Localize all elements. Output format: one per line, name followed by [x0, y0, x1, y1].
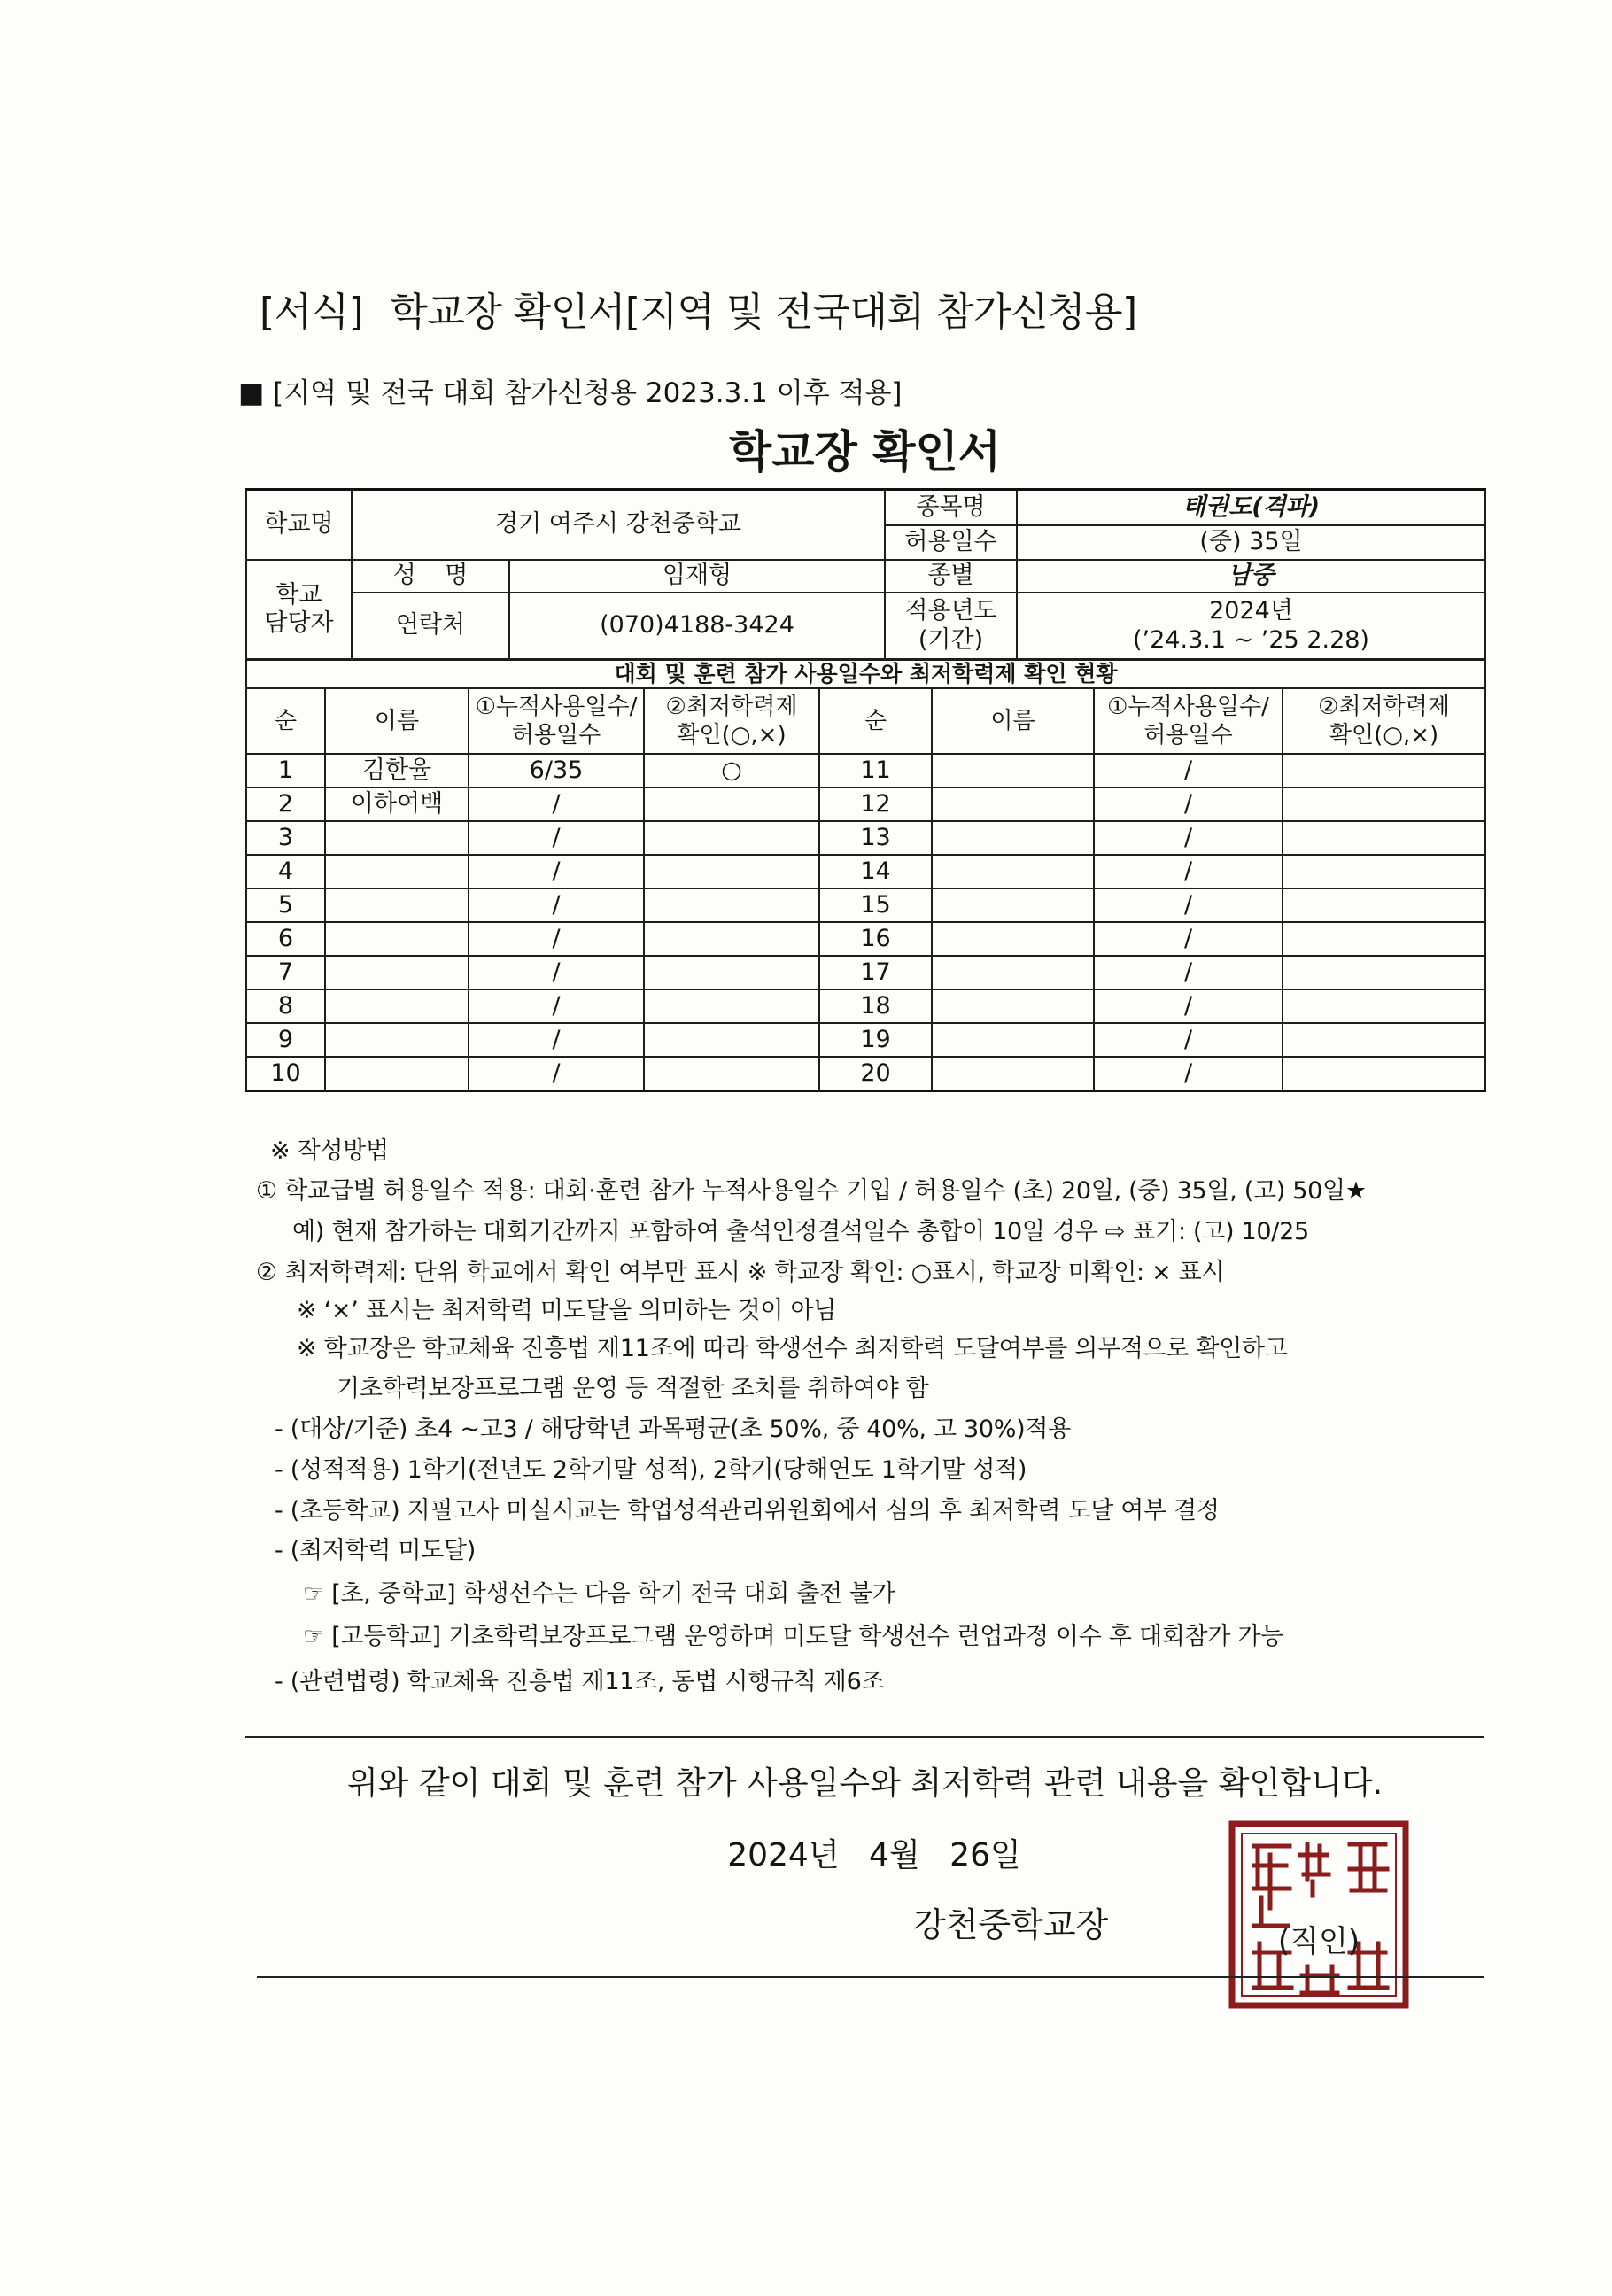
table-row	[246, 855, 1485, 888]
days-used: /	[1094, 1057, 1283, 1090]
student-name: 김한율	[325, 754, 469, 787]
min-academic-check	[1283, 1057, 1485, 1090]
year-text: 2024년	[1209, 597, 1293, 625]
col-header-check-line1: ②최저학력제	[665, 693, 798, 720]
seal-label: (직인)	[1277, 1924, 1360, 1959]
min-academic-check	[1283, 1023, 1485, 1057]
col-header-name: 이름	[325, 688, 469, 754]
form-label: [서식]	[260, 290, 364, 335]
info-row	[246, 593, 1485, 660]
row-number: 13	[819, 821, 932, 855]
days-used: /	[469, 922, 644, 956]
status-heading: 대회 및 훈련 참가 사용일수와 최저학력제 확인 현황	[246, 659, 1485, 688]
col-header-check	[644, 688, 819, 754]
days-used: /	[469, 956, 644, 989]
row-number: 10	[246, 1057, 325, 1090]
signer-title: 강천중학교장	[913, 1905, 1109, 1944]
student-name	[932, 821, 1094, 855]
student-name	[932, 1057, 1094, 1090]
min-academic-check	[1283, 855, 1485, 888]
table-row	[246, 1023, 1485, 1057]
note-line: - (초등학교) 지필고사 미실시교는 학업성적관리위원회에서 심의 후 최저학력 도달 여부 결정	[275, 1497, 1220, 1524]
student-name	[325, 922, 469, 956]
row-number: 3	[246, 821, 325, 855]
days-used: /	[1094, 821, 1283, 855]
col-header-check	[1283, 688, 1485, 754]
row-number: 9	[246, 1023, 325, 1057]
days-used: /	[469, 1023, 644, 1057]
name-value: 임재형	[509, 560, 885, 593]
form-title	[260, 280, 1137, 337]
days-used: /	[1094, 989, 1283, 1023]
col-header-days-line1: ①누적사용일수/	[475, 693, 638, 720]
note-line: - (관련법령) 학교체육 진흥법 제11조, 동법 시행규칙 제6조	[275, 1668, 885, 1695]
official-seal	[1228, 1819, 1410, 2010]
note-line: 예) 현재 참가하는 대회기간까지 포함하여 출석인정결석일수 총합이 10일 경우 ⇨ 표기: (고) 10/25	[292, 1218, 1309, 1245]
info-row	[246, 560, 1485, 593]
min-academic-check	[644, 1023, 819, 1057]
allowed-days-label: 허용일수	[885, 525, 1017, 560]
min-academic-check	[1283, 956, 1485, 989]
note-line: - (최저학력 미도달)	[275, 1537, 476, 1564]
allowed-days-value: (중) 35일	[1017, 525, 1485, 560]
col-header-days	[469, 688, 644, 754]
table-row	[246, 821, 1485, 855]
row-number: 6	[246, 922, 325, 956]
issue-date: 2024년 4월 26일	[727, 1837, 1021, 1873]
days-used: /	[1094, 956, 1283, 989]
min-academic-check	[1283, 787, 1485, 821]
days-used: /	[469, 855, 644, 888]
info-table	[245, 488, 1486, 661]
col-header-check-line2: 확인(○,×)	[1329, 722, 1439, 749]
days-used: /	[1094, 855, 1283, 888]
min-academic-check	[1283, 989, 1485, 1023]
document-title: 학교장 확인서	[728, 426, 1002, 477]
min-academic-check	[1283, 754, 1485, 787]
status-heading-row	[246, 659, 1485, 688]
student-name: 이하여백	[325, 787, 469, 821]
table-row	[246, 754, 1485, 787]
col-header-check-line2: 확인(○,×)	[677, 722, 787, 749]
days-used: /	[1094, 922, 1283, 956]
note-line: ☞ [초, 중학교] 학생선수는 다음 학기 전국 대회 출전 불가	[303, 1580, 895, 1608]
days-used: /	[469, 1057, 644, 1090]
row-number: 8	[246, 989, 325, 1023]
note-line: ※ ‘×’ 표시는 최저학력 미도달을 의미하는 것이 아님	[297, 1297, 837, 1324]
note-line: ※ 작성방법	[270, 1137, 389, 1165]
row-number: 20	[819, 1057, 932, 1090]
name-label: 성 명	[352, 560, 509, 593]
min-academic-check	[1283, 888, 1485, 922]
year-value	[1017, 593, 1485, 660]
row-number: 5	[246, 888, 325, 922]
min-academic-check	[1283, 821, 1485, 855]
student-name	[932, 754, 1094, 787]
table-row	[246, 956, 1485, 989]
days-used: /	[469, 888, 644, 922]
row-number: 15	[819, 888, 932, 922]
divider	[245, 1736, 1484, 1738]
confirmation-text: 위와 같이 대회 및 훈련 참가 사용일수와 최저학력 관련 내용을 확인합니다.	[346, 1765, 1383, 1802]
table-row	[246, 787, 1485, 821]
sport-value: 태권도(격파)	[1017, 490, 1485, 525]
form-title-text: 학교장 확인서[지역 및 전국대회 참가신청용]	[390, 290, 1137, 335]
student-name	[325, 888, 469, 922]
row-number: 16	[819, 922, 932, 956]
min-academic-check	[644, 787, 819, 821]
student-name	[932, 989, 1094, 1023]
student-name	[932, 855, 1094, 888]
min-academic-check	[644, 888, 819, 922]
student-name	[325, 821, 469, 855]
days-used: /	[469, 821, 644, 855]
column-header-row	[246, 688, 1485, 754]
note-line: - (대상/기준) 초4 ~고3 / 해당학년 과목평균(초 50%, 중 40%, 고 30%)적용	[275, 1416, 1071, 1443]
row-number: 14	[819, 855, 932, 888]
row-number: 18	[819, 989, 932, 1023]
note-line: ② 최저학력제: 단위 학교에서 확인 여부만 표시 ※ 학교장 확인: ○표시, 학교장 미확인: × 표시	[256, 1259, 1225, 1286]
student-name	[932, 787, 1094, 821]
col-header-days-line1: ①누적사용일수/	[1107, 693, 1269, 720]
table-row	[246, 888, 1485, 922]
col-header-days-line2: 허용일수	[1143, 722, 1233, 749]
days-used: /	[1094, 754, 1283, 787]
year-label-line2: (기간)	[918, 625, 984, 654]
student-name	[325, 956, 469, 989]
note-line: 기초학력보장프로그램 운영 등 적절한 조치를 취하여야 함	[337, 1375, 929, 1402]
student-name	[325, 989, 469, 1023]
col-header-days-line2: 허용일수	[511, 722, 601, 749]
table-row	[246, 1057, 1485, 1090]
category-label: 종별	[885, 560, 1017, 593]
student-name	[325, 1057, 469, 1090]
table-row	[246, 922, 1485, 956]
note-line: ※ 학교장은 학교체육 진흥법 제11조에 따라 학생선수 최저학력 도달여부를 의무적으로 확인하고	[297, 1335, 1288, 1362]
row-number: 2	[246, 787, 325, 821]
min-academic-check	[644, 821, 819, 855]
student-name	[932, 1023, 1094, 1057]
sport-label: 종목명	[885, 490, 1017, 525]
row-number: 11	[819, 754, 932, 787]
days-used: 6/35	[469, 754, 644, 787]
row-number: 4	[246, 855, 325, 888]
days-used: /	[1094, 888, 1283, 922]
min-academic-check	[1283, 922, 1485, 956]
student-name	[325, 855, 469, 888]
contact-value: (070)4188-3424	[509, 593, 885, 660]
school-value: 경기 여주시 강천중학교	[352, 490, 885, 560]
col-header-no: 순	[246, 688, 325, 754]
days-used: /	[1094, 787, 1283, 821]
min-academic-check	[644, 956, 819, 989]
col-header-no: 순	[819, 688, 932, 754]
min-academic-check	[644, 922, 819, 956]
student-name	[932, 956, 1094, 989]
application-notice: ■ [지역 및 전국 대회 참가신청용 2023.3.1 이후 적용]	[238, 377, 903, 409]
seal-mark-icon	[1228, 1819, 1410, 2010]
days-used: /	[1094, 1023, 1283, 1057]
manager-label	[246, 560, 352, 660]
row-number: 17	[819, 956, 932, 989]
col-header-name: 이름	[932, 688, 1094, 754]
year-label-line1: 적용년도	[904, 597, 997, 625]
note-line: ① 학교급별 허용일수 적용: 대회·훈련 참가 누적사용일수 기입 / 허용일수 (초) 20일, (중) 35일, (고) 50일★	[256, 1177, 1367, 1205]
min-academic-check	[644, 989, 819, 1023]
year-label	[885, 593, 1017, 660]
note-line: - (성적적용) 1학기(전년도 2학기말 성적), 2학기(당해연도 1학기말 성적)	[275, 1456, 1027, 1484]
student-name	[932, 922, 1094, 956]
info-row	[246, 490, 1485, 525]
status-table	[245, 658, 1486, 1092]
school-label: 학교명	[246, 490, 352, 560]
divider	[257, 1976, 1484, 1978]
col-header-days	[1094, 688, 1283, 754]
row-number: 12	[819, 787, 932, 821]
table-row	[246, 989, 1485, 1023]
category-value: 남중	[1017, 560, 1485, 593]
min-academic-check: ○	[644, 754, 819, 787]
row-number: 7	[246, 956, 325, 989]
row-number: 19	[819, 1023, 932, 1057]
contact-label: 연락처	[352, 593, 509, 660]
student-name	[325, 1023, 469, 1057]
period-text: (’24.3.1 ~ ’25 2.28)	[1133, 625, 1369, 654]
min-academic-check	[644, 1057, 819, 1090]
row-number: 1	[246, 754, 325, 787]
min-academic-check	[644, 855, 819, 888]
student-name	[932, 888, 1094, 922]
note-line: ☞ [고등학교] 기초학력보장프로그램 운영하며 미도달 학생선수 런업과정 이수 후 대회참가 가능	[303, 1623, 1283, 1650]
days-used: /	[469, 787, 644, 821]
manager-label-line2: 담당자	[264, 609, 334, 637]
manager-label-line1: 학교	[275, 580, 322, 609]
days-used: /	[469, 989, 644, 1023]
col-header-check-line1: ②최저학력제	[1318, 693, 1450, 720]
